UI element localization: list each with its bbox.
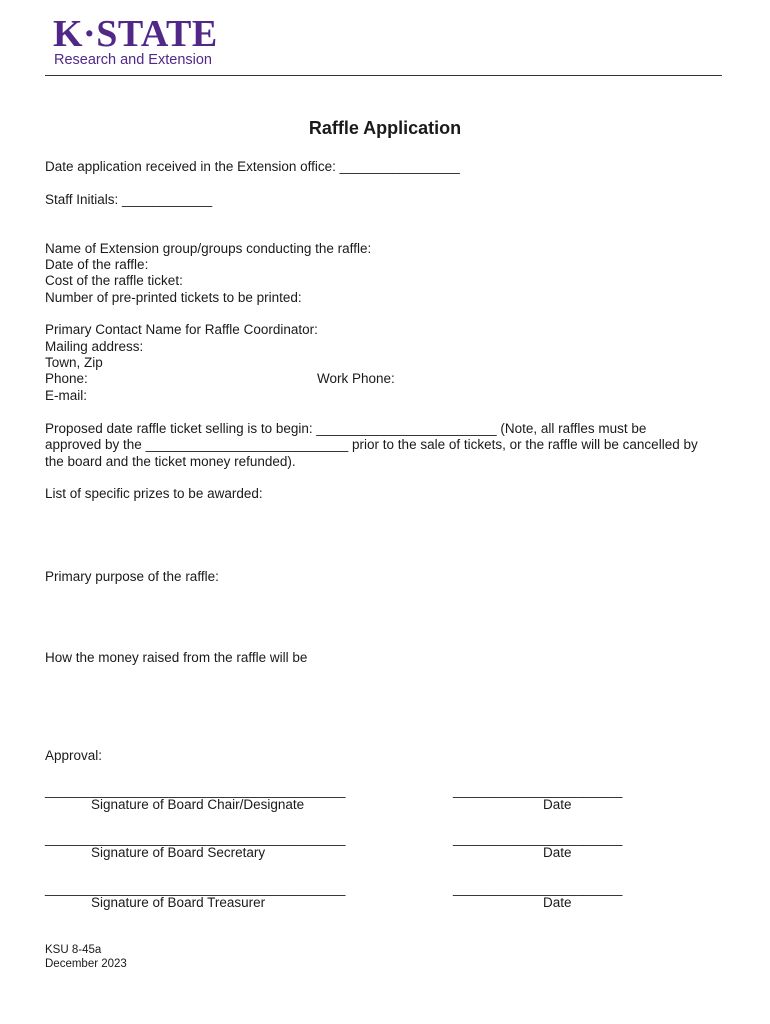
ticket-cost-field: Cost of the raffle ticket: — [45, 273, 183, 288]
header-divider — [45, 75, 722, 76]
staff-initials-line: Staff Initials: ____________ — [45, 192, 213, 207]
work-phone-field: Work Phone: — [317, 371, 395, 386]
signature-line-chair: _______________________________________ — [45, 783, 346, 798]
prizes-label: List of specific prizes to be awarded: — [45, 486, 263, 501]
money-use-label: How the money raised from the raffle will be — [45, 650, 308, 665]
raffle-group-name-field: Name of Extension group/groups conducting the raffle: — [45, 241, 372, 256]
page-title: Raffle Application — [308, 118, 462, 138]
approval-label: Approval: — [45, 748, 103, 763]
date-label-chair: Date — [543, 797, 572, 812]
kstate-logo-subtitle: Research and Extension — [54, 52, 212, 68]
signature-label-treasurer: Signature of Board Treasurer — [91, 895, 266, 910]
form-number: KSU 8-45a — [45, 944, 102, 956]
ticket-count-field: Number of pre-printed tickets to be printed: — [45, 290, 302, 305]
form-date: December 2023 — [45, 958, 127, 970]
date-line-chair: ______________________ — [453, 783, 623, 798]
proposed-date-line-2: approved by the ___________________________ prior to the sale of tickets, or the raffle will be cancelled by — [45, 437, 698, 452]
signature-label-chair: Signature of Board Chair/Designate — [91, 797, 305, 812]
email-field: E-mail: — [45, 388, 88, 403]
purpose-label: Primary purpose of the raffle: — [45, 569, 219, 584]
date-line-treasurer: ______________________ — [453, 881, 623, 896]
proposed-date-line-1: Proposed date raffle ticket selling is to begin: ________________________ (Note, all raffles must be — [45, 421, 647, 436]
date-label-secretary: Date — [543, 845, 572, 860]
date-line-secretary: ______________________ — [453, 831, 623, 846]
raffle-date-field: Date of the raffle: — [45, 257, 149, 272]
phone-field: Phone: — [45, 371, 88, 386]
date-received-line: Date application received in the Extension office: ________________ — [45, 159, 460, 174]
signature-line-secretary: _______________________________________ — [45, 831, 346, 846]
town-zip-field: Town, Zip — [45, 355, 103, 370]
signature-label-secretary: Signature of Board Secretary — [91, 845, 266, 860]
mailing-address-field: Mailing address: — [45, 339, 144, 354]
coordinator-name-field: Primary Contact Name for Raffle Coordinator: — [45, 322, 318, 337]
date-label-treasurer: Date — [543, 895, 572, 910]
kstate-logo-wordmark: K·STATE — [53, 13, 218, 55]
proposed-date-line-3: the board and the ticket money refunded). — [45, 454, 296, 469]
signature-line-treasurer: _______________________________________ — [45, 881, 346, 896]
